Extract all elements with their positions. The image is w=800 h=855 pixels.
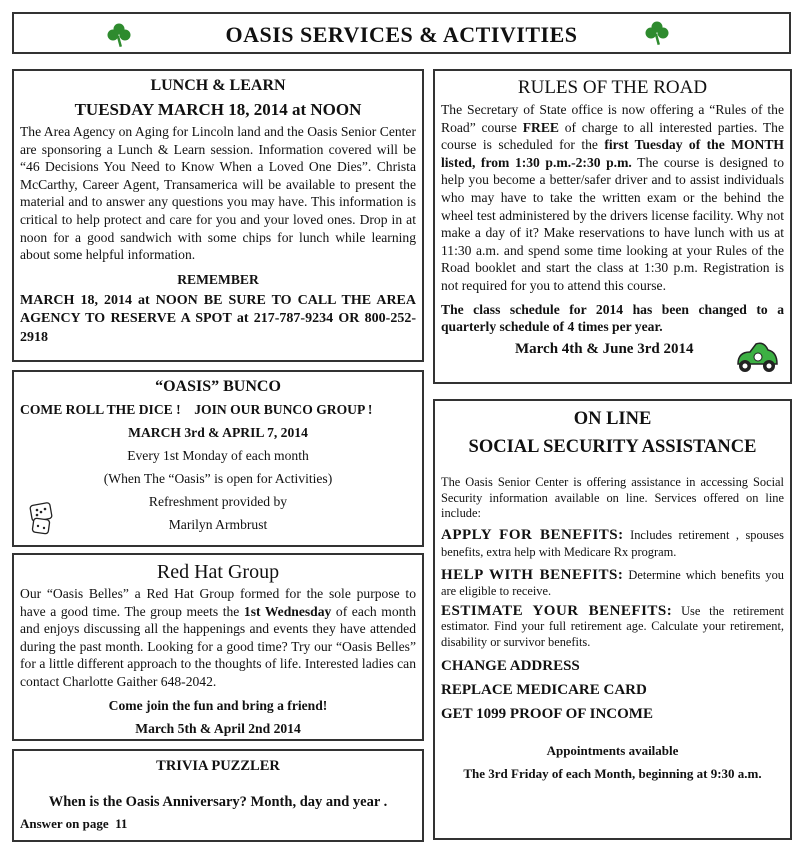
rules-road-section	[433, 69, 792, 384]
race-car-icon	[734, 338, 780, 374]
rules-s3: of charge to all interested parties. The course is scheduled for the	[441, 119, 784, 153]
bunco-line3: (When The “Oasis” is open for Activities)	[103, 471, 333, 486]
trivia-section	[12, 749, 424, 842]
redhat-cta: Come join the fun and bring a friend!	[108, 697, 328, 713]
bunco-line5: Marilyn Armbrust	[168, 517, 268, 532]
ssa-item-label: APPLY FOR BENEFITS:	[441, 526, 624, 543]
lunch-call: MARCH 18, 2014 at NOON BE SURE TO CALL THE AREA AGENCY TO RESERVE A SPOT at 217-787-9234 OR 800-252-2918	[20, 292, 416, 345]
header-banner	[12, 12, 791, 54]
redhat-body-b: of each month and enjoys discussing all the happenings and events they have attended during the past month. Looking for a good time? Try our “Oasis Belles” for a little different approach to the thoughts of life. Interested ladies can contact Charlotte Gaither 648-2042.	[20, 603, 416, 689]
lunch-learn-section	[12, 69, 424, 362]
ssa-service: REPLACE MEDICARE CARD	[441, 682, 647, 699]
rules-s4: first Tuesday of the MONTH listed, from 1:30 p.m.-2:30 p.m.	[441, 137, 784, 170]
trivia-answer: Answer on page 11	[20, 816, 128, 831]
dice-icon	[28, 502, 56, 536]
shamrock-icon	[644, 20, 670, 46]
rules-schedule: The class schedule for 2014 has been changed to a quarterly schedule of 4 times per year.	[441, 301, 784, 335]
bunco-line2: Every 1st Monday of each month	[127, 448, 309, 463]
social-security-section	[433, 399, 792, 840]
ssa-title-1: ON LINE	[573, 409, 652, 429]
trivia-title: TRIVIA PUZZLER	[156, 758, 280, 774]
ssa-item	[441, 567, 784, 599]
bunco-line4: Refreshment provided by	[148, 494, 288, 509]
bunco-dates: MARCH 3rd & APRIL 7, 2014	[128, 425, 308, 440]
rules-dates: March 4th & June 3rd 2014	[515, 340, 694, 357]
rules-s5: The course is designed to help you become a better/safer driver and to assist individuals who may have to take the written exam or the behind the wheel test administered by the drivers license facility. Why not make a day of it? Make reservations to have lunch with us at 11:30 a.m. and spend some time looking at your Rules of the Road booklet and start the class at 1:30 p.m. Registration is not required for you to attend this course.	[441, 154, 784, 293]
lunch-subtitle: TUESDAY MARCH 18, 2014 at NOON	[74, 100, 362, 119]
page-title: OASIS SERVICES & ACTIVITIES	[225, 22, 578, 47]
ssa-service: CHANGE ADDRESS	[441, 658, 580, 675]
lunch-remember: REMEMBER	[177, 271, 259, 287]
redhat-dates: March 5th & April 2nd 2014	[135, 720, 301, 736]
rules-s2: FREE	[522, 119, 559, 135]
bunco-line1: COME ROLL THE DICE ! JOIN OUR BUNCO GROUP !	[20, 402, 373, 417]
lunch-body: The Area Agency on Aging for Lincoln land and the Oasis Senior Center are sponsoring a Lunch & Learn session. Information covered will be “46 Decisions You Need to Know When a Loved One Dies”. Christa McCarthy, Career Agent, Transamerica will be available to present the material and to answer any questions you may have. This information is critical to help protect and care for you and your loved ones. Drop in at noon for a good sandwich with some chips for lunch while learning about some helpful information.	[20, 124, 416, 263]
red-hat-section	[12, 553, 424, 741]
ssa-item-text: Use the retirement estimator. Find your full retirement age. Calculate your retirement, disability or survivor benefits.	[441, 603, 784, 649]
lunch-title: LUNCH & LEARN	[150, 77, 286, 94]
bunco-title: “OASIS” BUNCO	[155, 378, 281, 395]
ssa-appointments: Appointments available	[546, 743, 679, 759]
rules-body	[441, 101, 784, 295]
redhat-body-bold: 1st Wednesday	[243, 603, 332, 619]
ssa-service: GET 1099 PROOF OF INCOME	[441, 706, 653, 723]
redhat-body-a: Our “Oasis Belles” a Red Hat Group formed for the sole purpose to have a good time. The group meets the	[20, 586, 416, 619]
rules-s1: The Secretary of State office is now offering a “Rules of the Road” course	[441, 102, 784, 135]
ssa-title-2: SOCIAL SECURITY ASSISTANCE	[468, 437, 757, 457]
ssa-item-label: HELP WITH BENEFITS:	[441, 566, 624, 583]
ssa-item-label: ESTIMATE YOUR BENEFITS:	[441, 602, 673, 619]
shamrock-icon	[106, 22, 132, 48]
trivia-question: When is the Oasis Anniversary? Month, day and year .	[48, 794, 388, 810]
ssa-item	[441, 604, 784, 651]
rules-title: RULES OF THE ROAD	[517, 77, 708, 98]
redhat-body	[20, 585, 416, 691]
bunco-section	[12, 370, 424, 547]
ssa-item	[441, 527, 784, 562]
redhat-title: Red Hat Group	[156, 561, 280, 583]
ssa-item-text: Determine which benefits you are eligible to receive.	[441, 567, 784, 598]
ssa-intro: The Oasis Senior Center is offering assistance in accessing Social Security information available on line. Services offered on line include:	[441, 475, 784, 520]
ssa-schedule: The 3rd Friday of each Month, beginning at 9:30 a.m.	[463, 766, 762, 782]
ssa-item-text: Includes retirement , spouses benefits, extra help with Medicare Rx program.	[441, 527, 784, 560]
